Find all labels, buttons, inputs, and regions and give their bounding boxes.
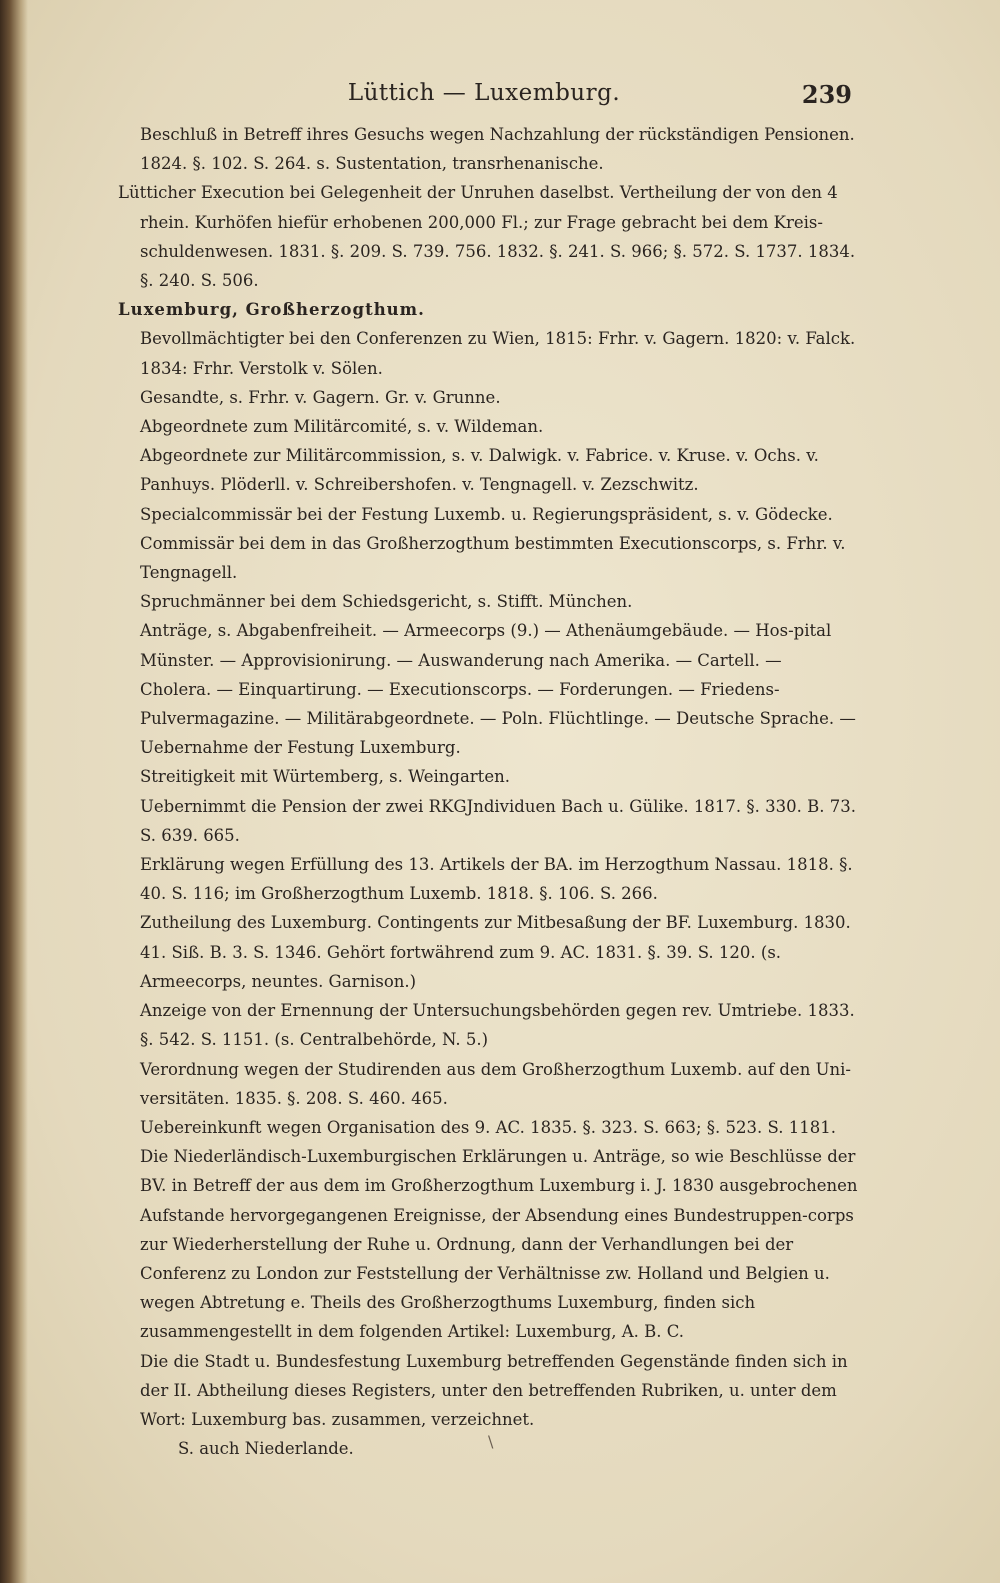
register-content [118,120,858,1463]
register-entry: Beschluß in Betreff ihres Gesuchs wegen Nachzahlung der rückständigen Pensionen. 1824. §. 102. S. 264. s. Sustentation, transrhenanische. [140,125,855,174]
register-entry: Commissär bei dem in das Großherzogthum bestimmten Executionscorps, s. Frhr. v. Tengnagell. [140,533,846,583]
register-entry: Gesandte, s. Frhr. v. Gagern. Gr. v. Grunne. [140,387,501,407]
register-entry: Zutheilung des Luxemburg. Contingents zur Mitbesaßung der BF. Luxemburg. 1830. 41. Siß. B. 3. S. 1346. Gehört fortwährend zum 9. AC. 1831. §. 39. S. 120. (s. Armeecorps, neuntes. Garnison.) [140,913,851,991]
register-entry: Streitigkeit mit Würtemberg, s. Weingarten. [140,767,510,787]
register-entry: Specialcommissär bei der Festung Luxemb. u. Regierungspräsident, s. v. Gödecke. [140,504,833,524]
register-entry: Spruchmänner bei dem Schiedsgericht, s. Stifft. München. [140,592,633,612]
register-entry: Lütticher Execution bei Gelegenheit der Unruhen daselbst. Vertheilung der von den 4 rhein. Kurhöfen hiefür erhobenen 200,000 Fl.; zur Frage gebracht bei dem Kreis-schuldenwesen. 1831. §. 209. S. 739. 756. 1832. §. 241. S. 966; §. 572. S. 1737. 1834. §. 240. S. 506. [118,183,856,291]
page-header [118,80,850,114]
page-number: 239 [801,80,852,109]
register-entry: Anträge, s. Abgabenfreiheit. — Armeecorps (9.) — Athenäumgebäude. — Hos-pital Münster. — Approvisionirung. — Auswanderung nach Amerika. — Cartell. — Cholera. — Einquartirung. — Executionscorps. — Forderungen. — Friedens-Pulvermagazine. — Militärabgeordnete. — Poln. Flüchtlinge. — Deutsche Sprache. — Uebernahme der Festung Luxemburg. [140,621,856,758]
book-gutter [0,0,28,1583]
register-entry: Abgeordnete zur Militärcommission, s. v. Dalwigk. v. Fabrice. v. Kruse. v. Ochs. v. Panhuys. Plöderll. v. Schreibershofen. v. Tengnagell. v. Zezschwitz. [140,446,819,495]
stray-mark: \ [488,1432,494,1451]
register-entry: Die die Stadt u. Bundesfestung Luxemburg betreffenden Gegenstände finden sich in der II. Abtheilung dieses Registers, unter den betreffenden Rubriken, u. unter dem Wort: Luxemburg bas. zusammen, verzeichnet. [140,1351,848,1429]
register-entry: Erklärung wegen Erfüllung des 13. Artikels der BA. im Herzogthum Nassau. 1818. §. 40. S. 116; im Großherzogthum Luxemb. 1818. §. 106. S. 266. [140,855,853,904]
register-entry: S. auch Niederlande. [178,1439,354,1459]
register-entry: Uebernimmt die Pension der zwei RKGJndividuen Bach u. Gülike. 1817. §. 330. B. 73. S. 639. 665. [140,796,856,845]
register-heading: Luxemburg, Großherzogthum. [118,300,425,320]
register-entry: Die Niederländisch-Luxemburgischen Erklärungen u. Anträge, so wie Beschlüsse der BV. in Betreff der aus dem im Großherzogthum Luxemburg i. J. 1830 ausgebrochenen Aufstande hervorgegangenen Ereignisse, der Absendung eines Bundestruppen-corps zur Wiederherstellung der Ruhe u. Ordnung, dann der Verhandlungen bei der Conferenz zu London zur Feststellung der Verhältnisse zw. Holland und Belgien u. wegen Abtretung e. Theils des Großherzogthums Luxemburg, finden sich zusammengestellt in dem folgenden Artikel: Luxemburg, A. B. C. [140,1147,858,1342]
running-title: Lüttich — Luxemburg. [347,80,621,106]
register-entry: Uebereinkunft wegen Organisation des 9. AC. 1835. §. 323. S. 663; §. 523. S. 1181. [140,1117,836,1137]
register-entry: Bevollmächtigter bei den Conferenzen zu Wien, 1815: Frhr. v. Gagern. 1820: v. Falck. 1834: Frhr. Verstolk v. Sölen. [140,329,856,378]
register-entry: Verordnung wegen der Studirenden aus dem Großherzogthum Luxemb. auf den Uni-versitäten. 1835. §. 208. S. 460. 465. [140,1059,851,1108]
register-entry: Abgeordnete zum Militärcomité, s. v. Wildeman. [140,417,544,437]
register-entry: Anzeige von der Ernennung der Untersuchungsbehörden gegen rev. Umtriebe. 1833. §. 542. S. 1151. (s. Centralbehörde, N. 5.) [140,1001,855,1050]
